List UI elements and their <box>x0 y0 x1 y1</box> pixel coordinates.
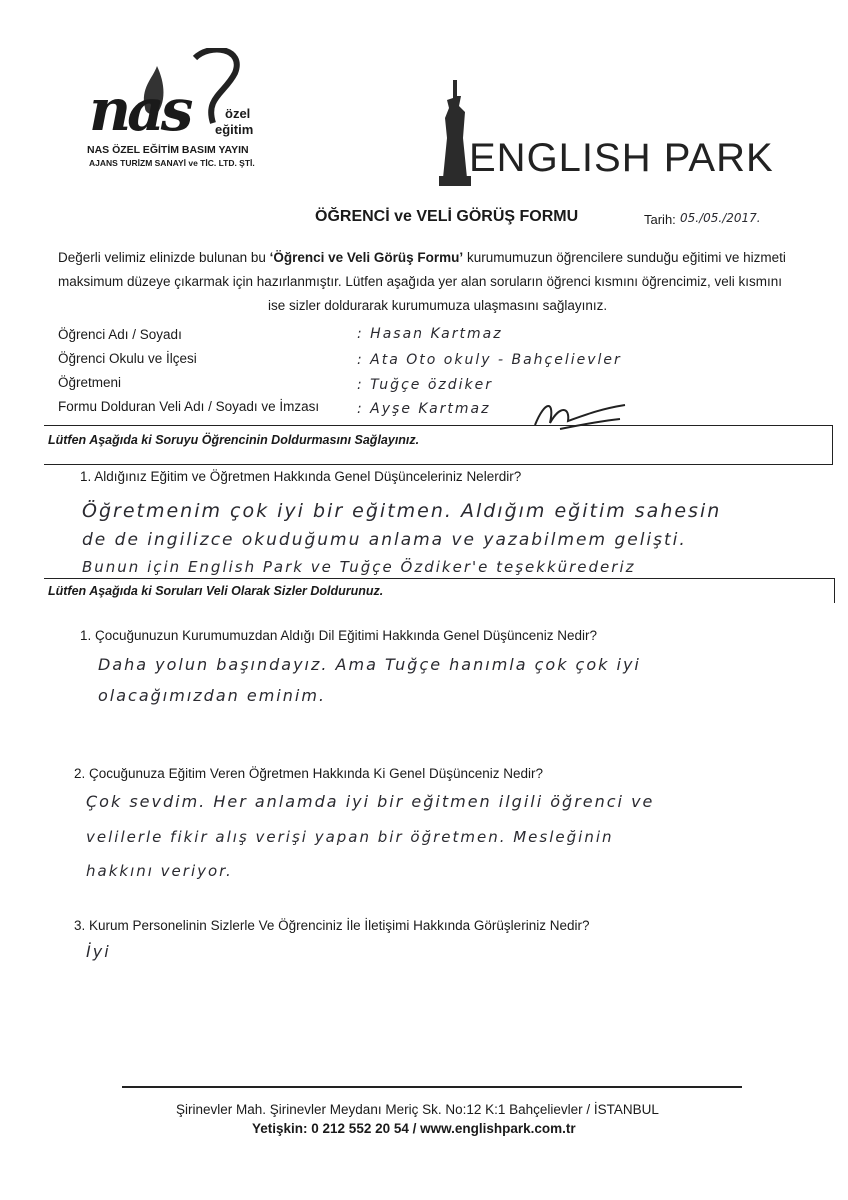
parent-answer-3-line-1: İyi <box>86 942 111 961</box>
field-label-parent: Formu Dolduran Veli Adı / Soyadı ve İmzası <box>58 399 320 414</box>
nas-logo-brand: nas <box>89 76 190 144</box>
field-label-teacher: Öğretmeni <box>58 375 122 390</box>
parent-answer-2-line-1: Çok sevdim. Her anlamda iyi bir eğitmen ilgili öğrenci ve <box>86 792 655 811</box>
student-section-header: Lütfen Aşağıda ki Soruyu Öğrencinin Doldurmasını Sağlayınız. <box>48 433 420 447</box>
parent-answer-2-line-2: velilerle fikir alış verişi yapan bir öğretmen. Mesleğinin <box>86 828 614 846</box>
parent-question-1: 1. Çocuğunuzun Kurumumuzdan Aldığı Dil Eğitimi Hakkında Genel Düşünceniz Nedir? <box>80 628 598 643</box>
nas-logo-sub2: eğitim <box>215 122 254 137</box>
nas-logo-line1: NAS ÖZEL EĞİTİM BASIM YAYIN <box>87 144 249 156</box>
parent-answer-1-line-1: Daha yolun başındayız. Ama Tuğçe hanımla çok çok iyi <box>98 655 641 674</box>
field-value-parent: : Ayşe Kartmaz <box>357 401 491 417</box>
student-question-1: 1. Aldığınız Eğitim ve Öğretmen Hakkında Genel Düşünceleriniz Nelerdir? <box>80 469 522 484</box>
parent-answer-2-line-3: hakkını veriyor. <box>86 862 233 880</box>
date-label: Tarih: <box>644 212 676 227</box>
english-park-text: ENGLISH PARK <box>469 136 774 180</box>
intro-1b: ‘Öğrenci ve Veli Görüş Formu’ <box>269 250 464 265</box>
intro-line-3: ise sizler doldurarak kurumumuza ulaşmasını sağlayınız. <box>268 298 608 313</box>
nas-logo-line2: AJANS TURİZM SANAYİ ve TİC. LTD. ŞTİ. <box>89 158 255 168</box>
field-label-school: Öğrenci Okulu ve İlçesi <box>58 351 197 366</box>
field-value-teacher: : Tuğçe özdiker <box>357 377 493 393</box>
student-answer-line-2: de de ingilizce okuduğumu anlama ve yazabilmem gelişti. <box>82 530 687 550</box>
nas-logo <box>85 48 265 178</box>
intro-line-1 <box>58 250 786 265</box>
field-value-school: : Ata Oto okuly - Bahçelievler <box>357 352 622 368</box>
english-park-logo <box>435 78 780 188</box>
parent-answer-1-line-2: olacağımızdan eminim. <box>98 686 326 705</box>
date-value: 05./05./2017. <box>680 211 761 225</box>
nas-logo-sub1: özel <box>225 106 251 121</box>
student-answer-line-3: Bunun için English Park ve Tuğçe Özdiker'e teşekkürederiz <box>82 558 636 576</box>
footer-address: Şirinevler Mah. Şirinevler Meydanı Meriç Sk. No:12 K:1 Bahçelievler / İSTANBUL <box>176 1102 659 1117</box>
parent-question-3: 3. Kurum Personelinin Sizlerle Ve Öğrenciniz İle İletişimi Hakkında Görüşleriniz Nedir? <box>74 918 590 933</box>
intro-1a: Değerli velimiz elinizde bulunan bu <box>58 250 270 265</box>
student-answer-line-1: Öğretmenim çok iyi bir eğitmen. Aldığım eğitim sahesin <box>82 500 722 522</box>
footer-contact: Yetişkin: 0 212 552 20 54 / www.englishpark.com.tr <box>252 1121 576 1136</box>
intro-line-2: maksimum düzeye çıkarmak için hazırlanmıştır. Lütfen aşağıda yer alan soruların öğrenci kısmını öğrencimiz, veli kısmını <box>58 274 783 289</box>
parent-section-header: Lütfen Aşağıda ki Soruları Veli Olarak Sizler Doldurunuz. <box>48 584 384 598</box>
form-title: ÖĞRENCİ ve VELİ GÖRÜŞ FORMU <box>315 208 579 225</box>
field-label-student-name: Öğrenci Adı / Soyadı <box>58 327 182 342</box>
parent-question-2: 2. Çocuğunuza Eğitim Veren Öğretmen Hakkında Ki Genel Düşünceniz Nedir? <box>74 766 543 781</box>
footer-divider <box>122 1086 742 1088</box>
field-value-student-name: : Hasan Kartmaz <box>357 326 503 342</box>
intro-1c: kurumumuzun öğrencilere sunduğu eğitimi ve hizmeti <box>463 250 786 265</box>
